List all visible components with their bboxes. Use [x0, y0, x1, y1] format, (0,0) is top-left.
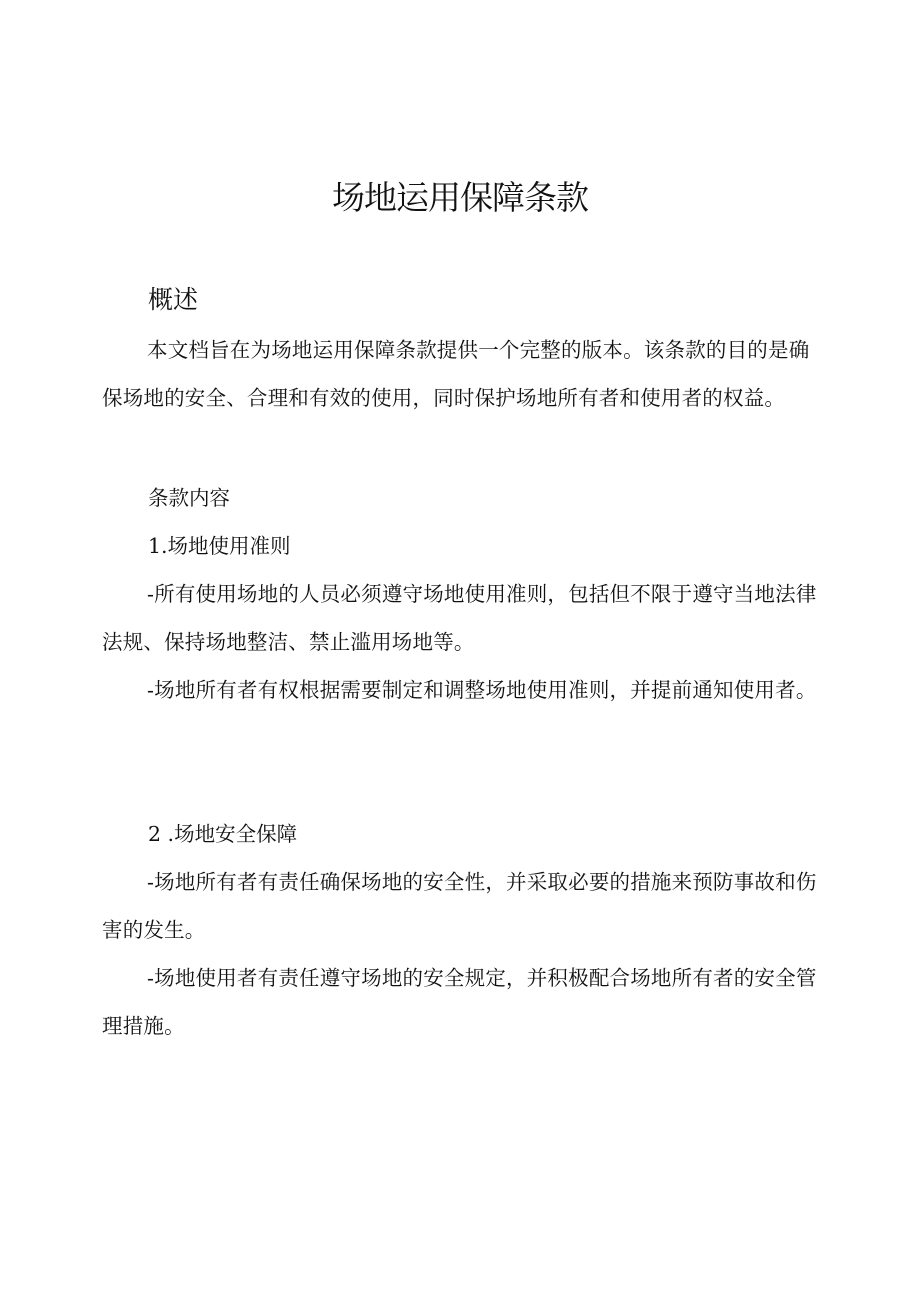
- section-heading-safety: 2 .场地安全保障: [148, 822, 298, 846]
- safety-item: -场地使用者有责任遵守场地的安全规定，并积极配合场地所有者的安全管理措施。: [102, 966, 817, 1038]
- usage-rule-item: -场地所有者有权根据需要制定和调整场地使用准则，并提前通知使用者。: [147, 678, 817, 702]
- safety-item: -场地所有者有责任确保场地的安全性，并采取必要的措施来预防事故和伤害的发生。: [102, 870, 817, 942]
- document-title: 场地运用保障条款: [332, 178, 588, 217]
- section-heading-usage-rules: 1.场地使用准则: [148, 534, 291, 558]
- usage-rule-item: -所有使用场地的人员必须遵守场地使用准则，包括但不限于遵守当地法律法规、保持场地整洁、禁止滥用场地等。: [102, 582, 817, 654]
- terms-label: 条款内容: [148, 486, 230, 510]
- overview-paragraph: 本文档旨在为场地运用保障条款提供一个完整的版本。该条款的目的是确保场地的安全、合理和有效的使用，同时保护场地所有者和使用者的权益。: [102, 338, 810, 410]
- overview-heading: 概述: [148, 285, 199, 314]
